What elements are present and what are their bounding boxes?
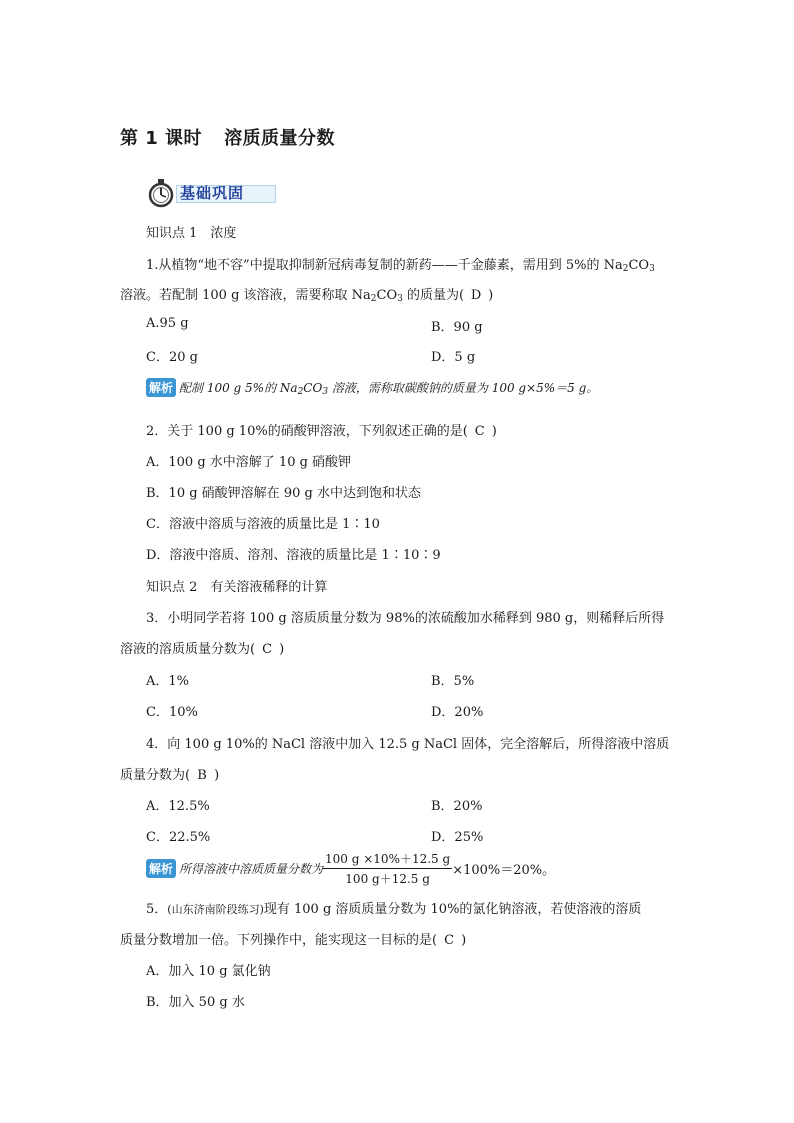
- q3-option-c: C．10%: [146, 705, 198, 720]
- q3-text: ): [279, 642, 285, 657]
- q5-number: 5．: [146, 902, 168, 917]
- q1-answer: D: [470, 288, 482, 303]
- q5-text: ): [461, 933, 467, 948]
- q2-answer: C: [474, 424, 485, 439]
- q5-text: 质量分数增加一倍。下列操作中，能实现这一目标的是(: [120, 933, 438, 948]
- q1-explanation-subscript: 2: [297, 387, 304, 397]
- q4-explanation-result: ×100%＝20%。: [452, 863, 556, 878]
- explanation-badge: 解析: [146, 859, 176, 878]
- q1-stem-line1: [146, 254, 655, 274]
- q4-explanation-text: 所得溶液中溶质质量分数为: [179, 862, 324, 876]
- q1-text: CO: [628, 258, 650, 273]
- q1-explanation-text: 溶液，需称取碳酸钠的质量为 100 g×5%＝5 g。: [328, 381, 599, 395]
- q5-source: (山东济南阶段练习): [167, 903, 264, 916]
- q1-explanation-text: 配制 100 g 5%的 Na: [179, 381, 298, 395]
- q4-explanation-fraction: [323, 850, 452, 887]
- q3-answer: C: [262, 642, 273, 657]
- q4-explanation: [146, 850, 555, 887]
- q4-text: ): [214, 768, 220, 783]
- q4-text: 质量分数为(: [120, 768, 191, 783]
- lesson-topic: 溶质质量分数: [224, 128, 336, 149]
- q1-option-d: D．5 g: [431, 350, 476, 365]
- fraction-numerator: 100 g ×10%＋12.5 g: [323, 850, 452, 869]
- q1-option-a: A.95 g: [146, 316, 189, 331]
- q5-stem-line2: [120, 929, 466, 948]
- q5-answer: C: [444, 933, 455, 948]
- q3-option-a: A．1%: [146, 674, 190, 689]
- q2-stem: [146, 420, 497, 439]
- q1-subscript: 3: [649, 264, 655, 274]
- q4-option-a: A．12.5%: [146, 799, 210, 814]
- q3-text: 溶液的溶质质量分数为(: [120, 642, 256, 657]
- q1-text: ): [488, 288, 494, 303]
- q2-text: 2．关于 100 g 10%的硝酸钾溶液，下列叙述正确的是(: [146, 424, 468, 439]
- q1-option-c: C．20 g: [146, 350, 198, 365]
- stopwatch-icon: [146, 178, 176, 208]
- q4-option-c: C．22.5%: [146, 830, 211, 845]
- q5-text: 现有 100 g 溶质质量分数为 10%的氯化钠溶液，若使溶液的溶质: [263, 902, 642, 917]
- q1-text: 的质量为(: [402, 288, 465, 303]
- knowledge-point-1: 知识点 1 浓度: [146, 226, 237, 241]
- q1-stem-line2: [120, 284, 493, 304]
- q1-explanation-text: CO: [303, 381, 323, 395]
- section-label: 基础巩固: [180, 184, 245, 202]
- fraction-denominator: 100 g＋12.5 g: [345, 872, 430, 886]
- q4-option-d: D．25%: [431, 830, 484, 845]
- q4-stem-line2: [120, 764, 219, 783]
- q2-option-d: D．溶液中溶质、溶剂、溶液的质量比是 1∶10∶9: [146, 548, 441, 563]
- q1-explanation-subscript: 3: [322, 387, 329, 397]
- q1-text: CO: [376, 288, 398, 303]
- knowledge-point-2: 知识点 2 有关溶液稀释的计算: [146, 580, 328, 595]
- q5-stem-line1: [146, 898, 641, 917]
- q2-option-b: B．10 g 硝酸钾溶解在 90 g 水中达到饱和状态: [146, 486, 421, 501]
- q2-text: ): [491, 424, 497, 439]
- q1-text: 溶液。若配制 100 g 该溶液，需要称取 Na: [120, 288, 371, 303]
- q1-text: 1.从植物“地不容”中提取抑制新冠病毒复制的新药——千金藤素，需用到 5%的 Na: [146, 258, 623, 273]
- q2-option-a: A．100 g 水中溶解了 10 g 硝酸钾: [146, 455, 352, 470]
- q3-option-b: B．5%: [431, 674, 475, 689]
- q1-subscript: 2: [622, 264, 629, 274]
- q3-option-d: D．20%: [431, 705, 484, 720]
- q4-answer: B: [197, 768, 207, 783]
- explanation-badge: 解析: [146, 378, 176, 397]
- q1-explanation: [146, 378, 598, 397]
- q3-stem-line1: 3．小明同学若将 100 g 溶质质量分数为 98%的浓硫酸加水稀释到 980 g，则稀释后所得: [146, 611, 665, 626]
- q4-option-b: B．20%: [431, 799, 483, 814]
- q5-option-a: A．加入 10 g 氯化钠: [146, 964, 271, 979]
- q4-stem-line1: 4．向 100 g 10%的 NaCl 溶液中加入 12.5 g NaCl 固体，完全溶解后，所得溶液中溶质: [146, 737, 670, 752]
- q1-subscript: 2: [370, 294, 377, 304]
- page-title: [120, 124, 335, 150]
- q5-option-b: B．加入 50 g 水: [146, 995, 245, 1010]
- q2-option-c: C．溶液中溶质与溶液的质量比是 1∶10: [146, 517, 380, 532]
- q3-stem-line2: [120, 638, 284, 657]
- lesson-number: 第 1 课时: [120, 128, 203, 149]
- q1-subscript: 3: [397, 294, 403, 304]
- q1-option-b: B．90 g: [431, 320, 483, 335]
